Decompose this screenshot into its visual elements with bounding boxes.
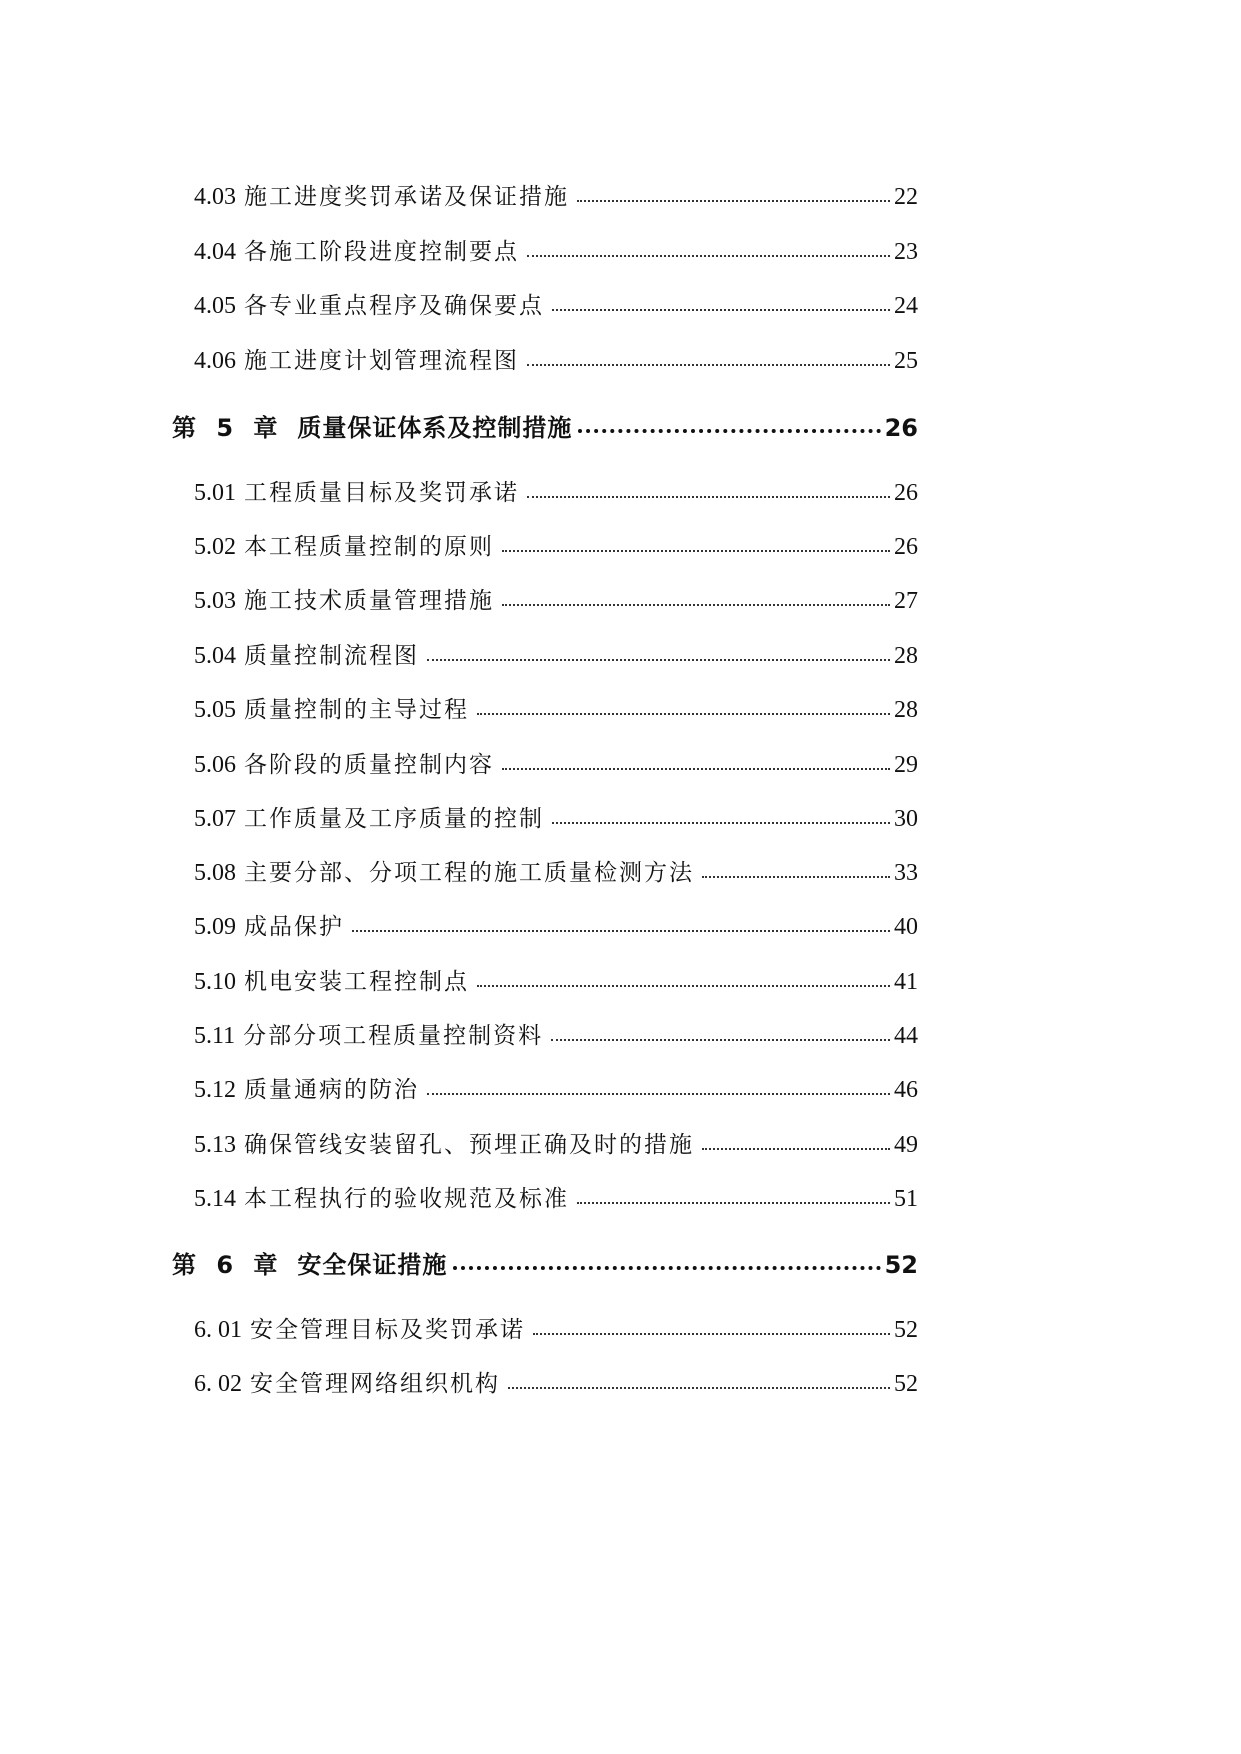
toc-entry-page: 28 bbox=[894, 643, 918, 669]
toc-entry[interactable] bbox=[194, 233, 918, 266]
dot-leader bbox=[508, 1383, 890, 1389]
toc-entry[interactable] bbox=[194, 582, 918, 615]
dot-leader bbox=[578, 425, 880, 433]
chapter-page: 26 bbox=[884, 414, 918, 442]
chapter-title: 安全保证措施 bbox=[297, 1251, 448, 1279]
toc-entry-title: 各施工阶段进度控制要点 bbox=[244, 239, 519, 265]
toc-entry-page: 26 bbox=[894, 534, 918, 560]
toc-entry-page: 27 bbox=[894, 588, 918, 614]
chapter-number: 第 6 章 bbox=[172, 1251, 284, 1279]
dot-leader bbox=[577, 1198, 890, 1204]
toc-entry-number: 5.14 bbox=[194, 1186, 236, 1212]
toc-entry[interactable] bbox=[194, 963, 918, 996]
dot-leader bbox=[533, 1329, 890, 1335]
toc-entry-title: 施工技术质量管理措施 bbox=[244, 588, 494, 614]
toc-entry-number: 5.02 bbox=[194, 534, 236, 560]
toc-entry-number: 5.03 bbox=[194, 588, 236, 614]
toc-entry-number: 5.08 bbox=[194, 860, 236, 886]
toc-entry[interactable] bbox=[194, 178, 918, 211]
dot-leader bbox=[702, 872, 890, 878]
toc-entry-page: 25 bbox=[894, 348, 918, 374]
toc-entry-page: 46 bbox=[894, 1077, 918, 1103]
toc-entry-number: 5.09 bbox=[194, 914, 236, 940]
toc-entry[interactable] bbox=[194, 746, 918, 779]
toc-entry-page: 41 bbox=[894, 969, 918, 995]
toc-entry-number: 5.11 bbox=[194, 1023, 236, 1049]
chapter-page: 52 bbox=[884, 1251, 918, 1279]
toc-entry-title: 质量通病的防治 bbox=[244, 1077, 419, 1103]
toc-entry[interactable] bbox=[194, 1071, 918, 1104]
toc-entry-title: 本工程执行的验收规范及标准 bbox=[244, 1186, 569, 1212]
toc-entry[interactable] bbox=[194, 528, 918, 561]
toc-entry[interactable] bbox=[194, 1365, 918, 1398]
toc-entry-title: 机电安装工程控制点 bbox=[244, 969, 469, 995]
toc-entry-title: 分部分项工程质量控制资料 bbox=[243, 1023, 544, 1049]
toc-entry-page: 52 bbox=[894, 1317, 918, 1343]
toc-chapter-heading[interactable] bbox=[172, 1245, 918, 1280]
toc-entry-number: 5.06 bbox=[194, 752, 236, 778]
toc-entry-page: 26 bbox=[894, 480, 918, 506]
toc-entry-title: 施工进度计划管理流程图 bbox=[244, 348, 519, 374]
toc-entry-page: 28 bbox=[894, 697, 918, 723]
toc-entry-number: 5.10 bbox=[194, 969, 236, 995]
dot-leader bbox=[527, 360, 890, 366]
toc-entry-page: 40 bbox=[894, 914, 918, 940]
toc-entry[interactable] bbox=[194, 637, 918, 670]
dot-leader bbox=[502, 600, 890, 606]
toc-entry-page: 23 bbox=[894, 239, 918, 265]
toc-entry-title: 施工进度奖罚承诺及保证措施 bbox=[244, 184, 569, 210]
dot-leader bbox=[527, 251, 890, 257]
toc-entry-number: 4.04 bbox=[194, 239, 236, 265]
chapter-number: 第 5 章 bbox=[172, 414, 284, 442]
toc-entry-title: 各专业重点程序及确保要点 bbox=[244, 293, 544, 319]
toc-entry-number: 5.13 bbox=[194, 1132, 236, 1158]
toc-entry-title: 质量控制的主导过程 bbox=[244, 697, 469, 723]
dot-leader bbox=[577, 196, 890, 202]
toc-entry-page: 52 bbox=[894, 1371, 918, 1397]
toc-entry-number: 5.12 bbox=[194, 1077, 236, 1103]
dot-leader bbox=[352, 926, 890, 932]
toc-entry-title: 成品保护 bbox=[244, 914, 344, 940]
dot-leader bbox=[702, 1144, 890, 1150]
dot-leader bbox=[552, 818, 890, 824]
toc-entry-number: 6. 01 bbox=[194, 1317, 242, 1343]
dot-leader bbox=[427, 655, 890, 661]
dot-leader bbox=[502, 546, 890, 552]
toc-entry-title: 安全管理网络组织机构 bbox=[250, 1371, 500, 1397]
toc-entry-page: 49 bbox=[894, 1132, 918, 1158]
toc-entry[interactable] bbox=[194, 1180, 918, 1213]
toc-entry-number: 4.06 bbox=[194, 348, 236, 374]
dot-leader bbox=[552, 305, 890, 311]
toc-entry[interactable] bbox=[194, 287, 918, 320]
toc-entry-page: 22 bbox=[894, 184, 918, 210]
toc-entry-number: 5.01 bbox=[194, 480, 236, 506]
toc-entry-number: 4.03 bbox=[194, 184, 236, 210]
toc-entry[interactable] bbox=[194, 800, 918, 833]
toc-entry-page: 29 bbox=[894, 752, 918, 778]
chapter-title: 质量保证体系及控制措施 bbox=[297, 414, 573, 442]
toc-entry[interactable] bbox=[194, 1126, 918, 1159]
toc-entry-page: 33 bbox=[894, 860, 918, 886]
toc-entry-title: 安全管理目标及奖罚承诺 bbox=[250, 1317, 525, 1343]
toc-entry[interactable] bbox=[194, 854, 918, 887]
toc-entry-title: 质量控制流程图 bbox=[244, 643, 419, 669]
toc-entry-number: 5.05 bbox=[194, 697, 236, 723]
toc-entry[interactable] bbox=[194, 474, 918, 507]
toc-chapter-heading[interactable] bbox=[172, 408, 918, 443]
toc-entry-page: 24 bbox=[894, 293, 918, 319]
dot-leader bbox=[527, 492, 890, 498]
toc-entry-title: 本工程质量控制的原则 bbox=[244, 534, 494, 560]
toc-entry-title: 确保管线安装留孔、预埋正确及时的措施 bbox=[244, 1132, 694, 1158]
toc-entry[interactable] bbox=[194, 1017, 918, 1050]
toc-entry-number: 5.04 bbox=[194, 643, 236, 669]
dot-leader bbox=[551, 1035, 890, 1041]
toc-entry-page: 30 bbox=[894, 806, 918, 832]
dot-leader bbox=[477, 981, 890, 987]
toc-entry-page: 44 bbox=[894, 1023, 918, 1049]
toc-entry-title: 各阶段的质量控制内容 bbox=[244, 752, 494, 778]
toc-entry-title: 主要分部、分项工程的施工质量检测方法 bbox=[244, 860, 694, 886]
toc-entry-title: 工程质量目标及奖罚承诺 bbox=[244, 480, 519, 506]
toc-entry-title: 工作质量及工序质量的控制 bbox=[244, 806, 544, 832]
toc-entry[interactable] bbox=[194, 1311, 918, 1344]
toc-entry[interactable] bbox=[194, 342, 918, 375]
toc-entry[interactable] bbox=[194, 908, 918, 941]
toc-entry-number: 5.07 bbox=[194, 806, 236, 832]
toc-entry[interactable] bbox=[194, 691, 918, 724]
toc-entry-number: 6. 02 bbox=[194, 1371, 242, 1397]
dot-leader bbox=[477, 709, 890, 715]
dot-leader bbox=[502, 764, 890, 770]
toc-entry-number: 4.05 bbox=[194, 293, 236, 319]
toc-entry-page: 51 bbox=[894, 1186, 918, 1212]
dot-leader bbox=[453, 1262, 880, 1270]
dot-leader bbox=[427, 1089, 890, 1095]
